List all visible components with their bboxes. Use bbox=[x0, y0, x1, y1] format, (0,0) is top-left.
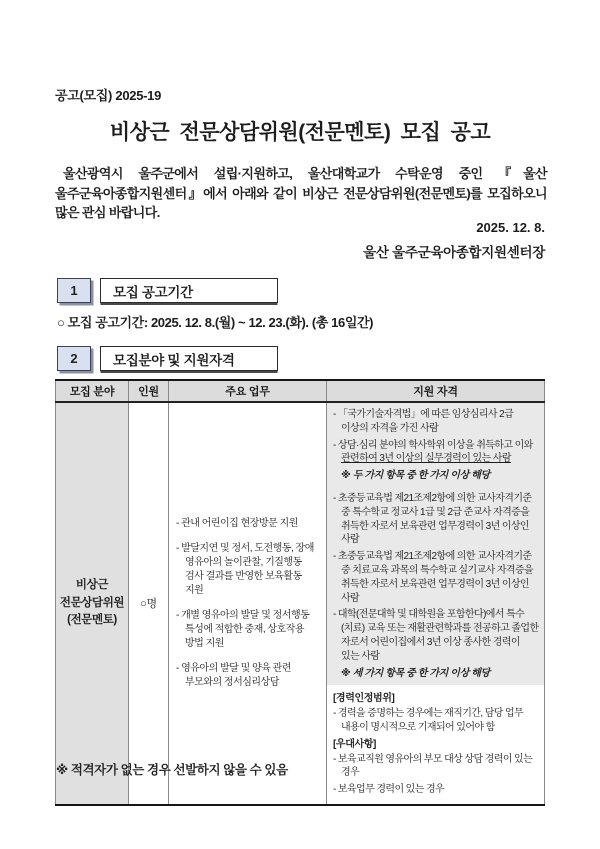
preference-item: - 보육교직원 영유아의 부모 대상 상담 경력이 있는 경우 bbox=[333, 753, 533, 779]
header-cell-qualification: 지원 자격 bbox=[327, 380, 545, 402]
career-scope-heading: [경력인정범위] bbox=[333, 693, 395, 705]
duty-item: - 관내 어린이집 현장방문 지원 bbox=[176, 517, 298, 529]
table-row bbox=[56, 402, 545, 805]
qualification-item-underlined-text: 관련하여 3년 이상의 실무경력이 있는 사람 bbox=[341, 453, 511, 465]
headcount-cell: ○명 bbox=[129, 402, 169, 805]
header-cell-headcount: 인원 bbox=[129, 380, 169, 402]
footnote: ※ 적격자가 없는 경우 선발하지 않을 수 있음 bbox=[56, 763, 288, 777]
page-title: 비상근 전문상담위원(전문멘토) 모집 공고 bbox=[109, 121, 491, 144]
duties-cell bbox=[169, 402, 327, 805]
duty-item: - 개별 영유아의 발달 및 정서행동 특성에 적합한 중재, 상호작용 방법 지원 bbox=[176, 609, 310, 649]
header-cell-duties: 주요 업무 bbox=[169, 380, 327, 402]
qualification-item: - 초중등교육법 제21조제2항에 의한 교사자격기준 중 치료교육 과목의 특수학교 실기교사 자격증을 취득한 자로서 보육관련 업무경력이 3년 이상인 사람 bbox=[333, 551, 534, 604]
qualification-item bbox=[333, 439, 539, 467]
header-cell-field: 모집 분야 bbox=[56, 380, 129, 402]
career-scope-item: - 경력을 증명하는 경우에는 재직기간, 담당 업무 내용이 명시적으로 기재되어 있어야 함 bbox=[333, 708, 524, 733]
doc-number: 공고(모집) 2025-19 bbox=[55, 88, 162, 103]
qualification-item: - 「국가기술자격법」에 따른 임상심리사 2급 이상의 자격을 가진 사람 bbox=[333, 409, 514, 434]
qualification-item: - 대학(전문대학 및 대학원을 포함한다)에서 특수(치료) 교육 또는 재활관련학과를 전공하고 졸업한 자로서 어린이집에서 3년 이상 종사한 경력이 있는 사람 bbox=[333, 609, 539, 662]
section-2-header bbox=[57, 346, 278, 371]
qualification-item-text: - 상담·심리 분야의 학사학위 이상을 취득하고 이와 bbox=[333, 439, 533, 451]
field-line: 전문상담위원 bbox=[59, 596, 125, 609]
section-2-number-badge: 2 bbox=[57, 346, 91, 371]
intro-paragraph: 울산광역시 울주군에서 설립·지원하고, 울산대학교가 수탁운영 중인 『울산 울주군육아종합지원센터』에서 아래와 같이 비상근 전문상담위원(전문멘토)를 모집하오니 많은 관심 바랍니다. bbox=[55, 166, 547, 220]
section-2-title: 모집분야 및 지원자격 bbox=[100, 346, 278, 371]
duty-item: - 영유아의 발달 및 양육 관련 부모와의 정서심리상담 bbox=[176, 662, 291, 688]
table-header-row bbox=[56, 380, 545, 402]
qualification-plain-block bbox=[327, 685, 544, 804]
doc-date: 2025. 12. 8. bbox=[476, 220, 545, 235]
recruitment-table bbox=[55, 379, 545, 806]
doc-signer: 울산 울주군육아종합지원센터장 bbox=[363, 245, 545, 260]
field-cell bbox=[56, 402, 129, 805]
preference-item: - 보육업무 경력이 있는 경우 bbox=[333, 784, 445, 796]
recruitment-period-line: ○ 모집 공고기간: 2025. 12. 8.(월) ~ 12. 23.(화). (총 16일간) bbox=[57, 315, 374, 330]
field-line: 비상근 bbox=[75, 578, 109, 591]
qualification-item: - 초중등교육법 제21조제2항에 의한 교사자격기준 중 특수학교 정교사 1급 및 2급 준교사 자격증을 취득한 자로서 보육관련 업무경력이 3년 이상인 사람 bbox=[333, 492, 532, 546]
qualification-note: ※ 두 가지 항목 중 한 가지 이상 해당 bbox=[341, 470, 490, 482]
qualifications-cell bbox=[327, 402, 545, 805]
section-1-number-badge: 1 bbox=[57, 278, 91, 303]
qualification-highlight-block bbox=[327, 403, 544, 685]
duty-item: - 발달지연 및 정서, 도전행동, 장애 영유아의 놀이관찰, 기질행동 검사 결과를 반영한 보육활동 지원 bbox=[176, 542, 314, 596]
section-1-title: 모집 공고기간 bbox=[100, 278, 278, 303]
qualification-note: ※ 세 가지 항목 중 한 가지 이상 해당 bbox=[341, 667, 490, 679]
section-1-header bbox=[57, 278, 278, 303]
preference-heading: [우대사항] bbox=[333, 738, 376, 750]
field-line: (전문멘토) bbox=[67, 614, 117, 627]
